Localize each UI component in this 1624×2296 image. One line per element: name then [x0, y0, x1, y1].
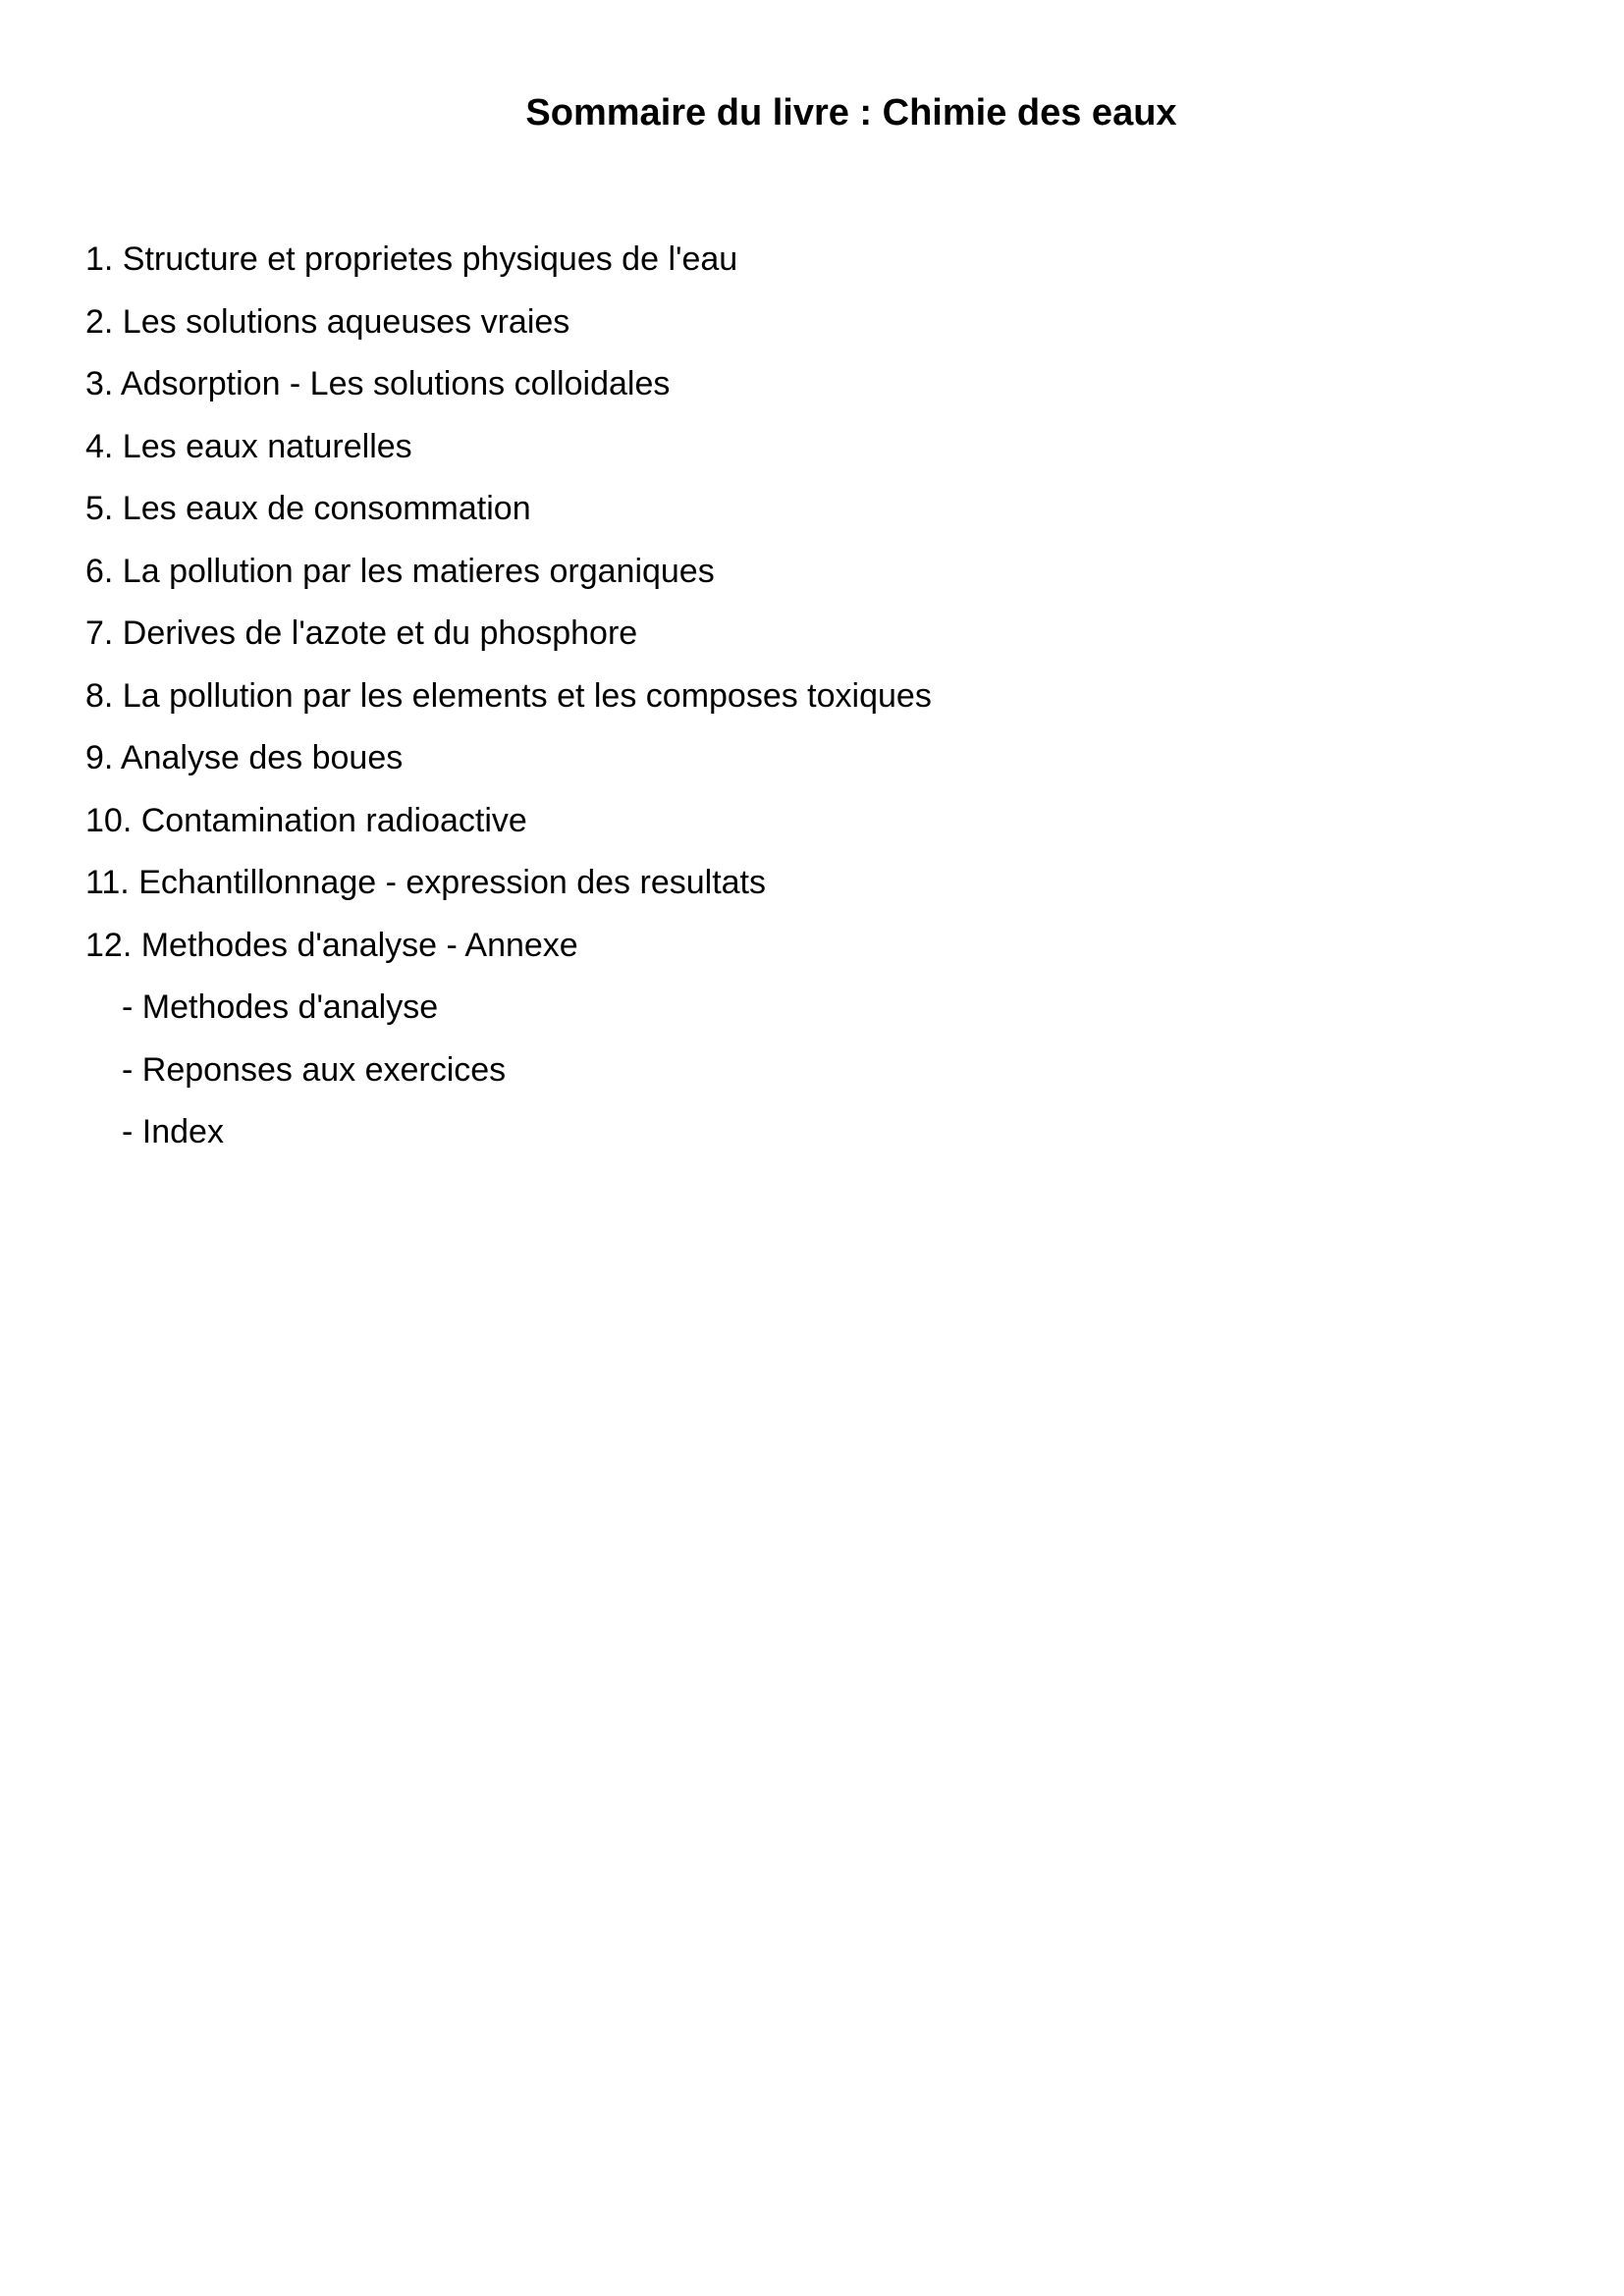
table-of-contents: [85, 240, 932, 1175]
toc-item: 12. Methodes d'analyse - Annexe: [85, 926, 578, 964]
toc-subitem: - Methodes d'analyse: [122, 988, 439, 1026]
page-title: Sommaire du livre : Chimie des eaux: [525, 92, 1177, 133]
toc-subitem: - Reponses aux exercices: [122, 1050, 507, 1089]
toc-item: 2. Les solutions aqueuses vraies: [85, 302, 570, 341]
toc-item: 7. Derives de l'azote et du phosphore: [85, 614, 638, 652]
toc-item: 3. Adsorption - Les solutions colloidales: [85, 365, 671, 402]
toc-item: 5. Les eaux de consommation: [85, 490, 531, 527]
toc-item: 9. Analyse des boues: [85, 739, 404, 776]
toc-item: 8. La pollution par les elements et les composes toxiques: [85, 676, 932, 715]
toc-item: 6. La pollution par les matieres organiques: [85, 552, 715, 590]
toc-item: 4. Les eaux naturelles: [85, 427, 412, 465]
toc-item: 10. Contamination radioactive: [85, 801, 527, 839]
toc-item: 11. Echantillonnage - expression des resultats: [85, 864, 766, 901]
toc-item: 1. Structure et proprietes physiques de l'eau: [85, 240, 738, 278]
toc-subitem: - Index: [122, 1113, 224, 1150]
